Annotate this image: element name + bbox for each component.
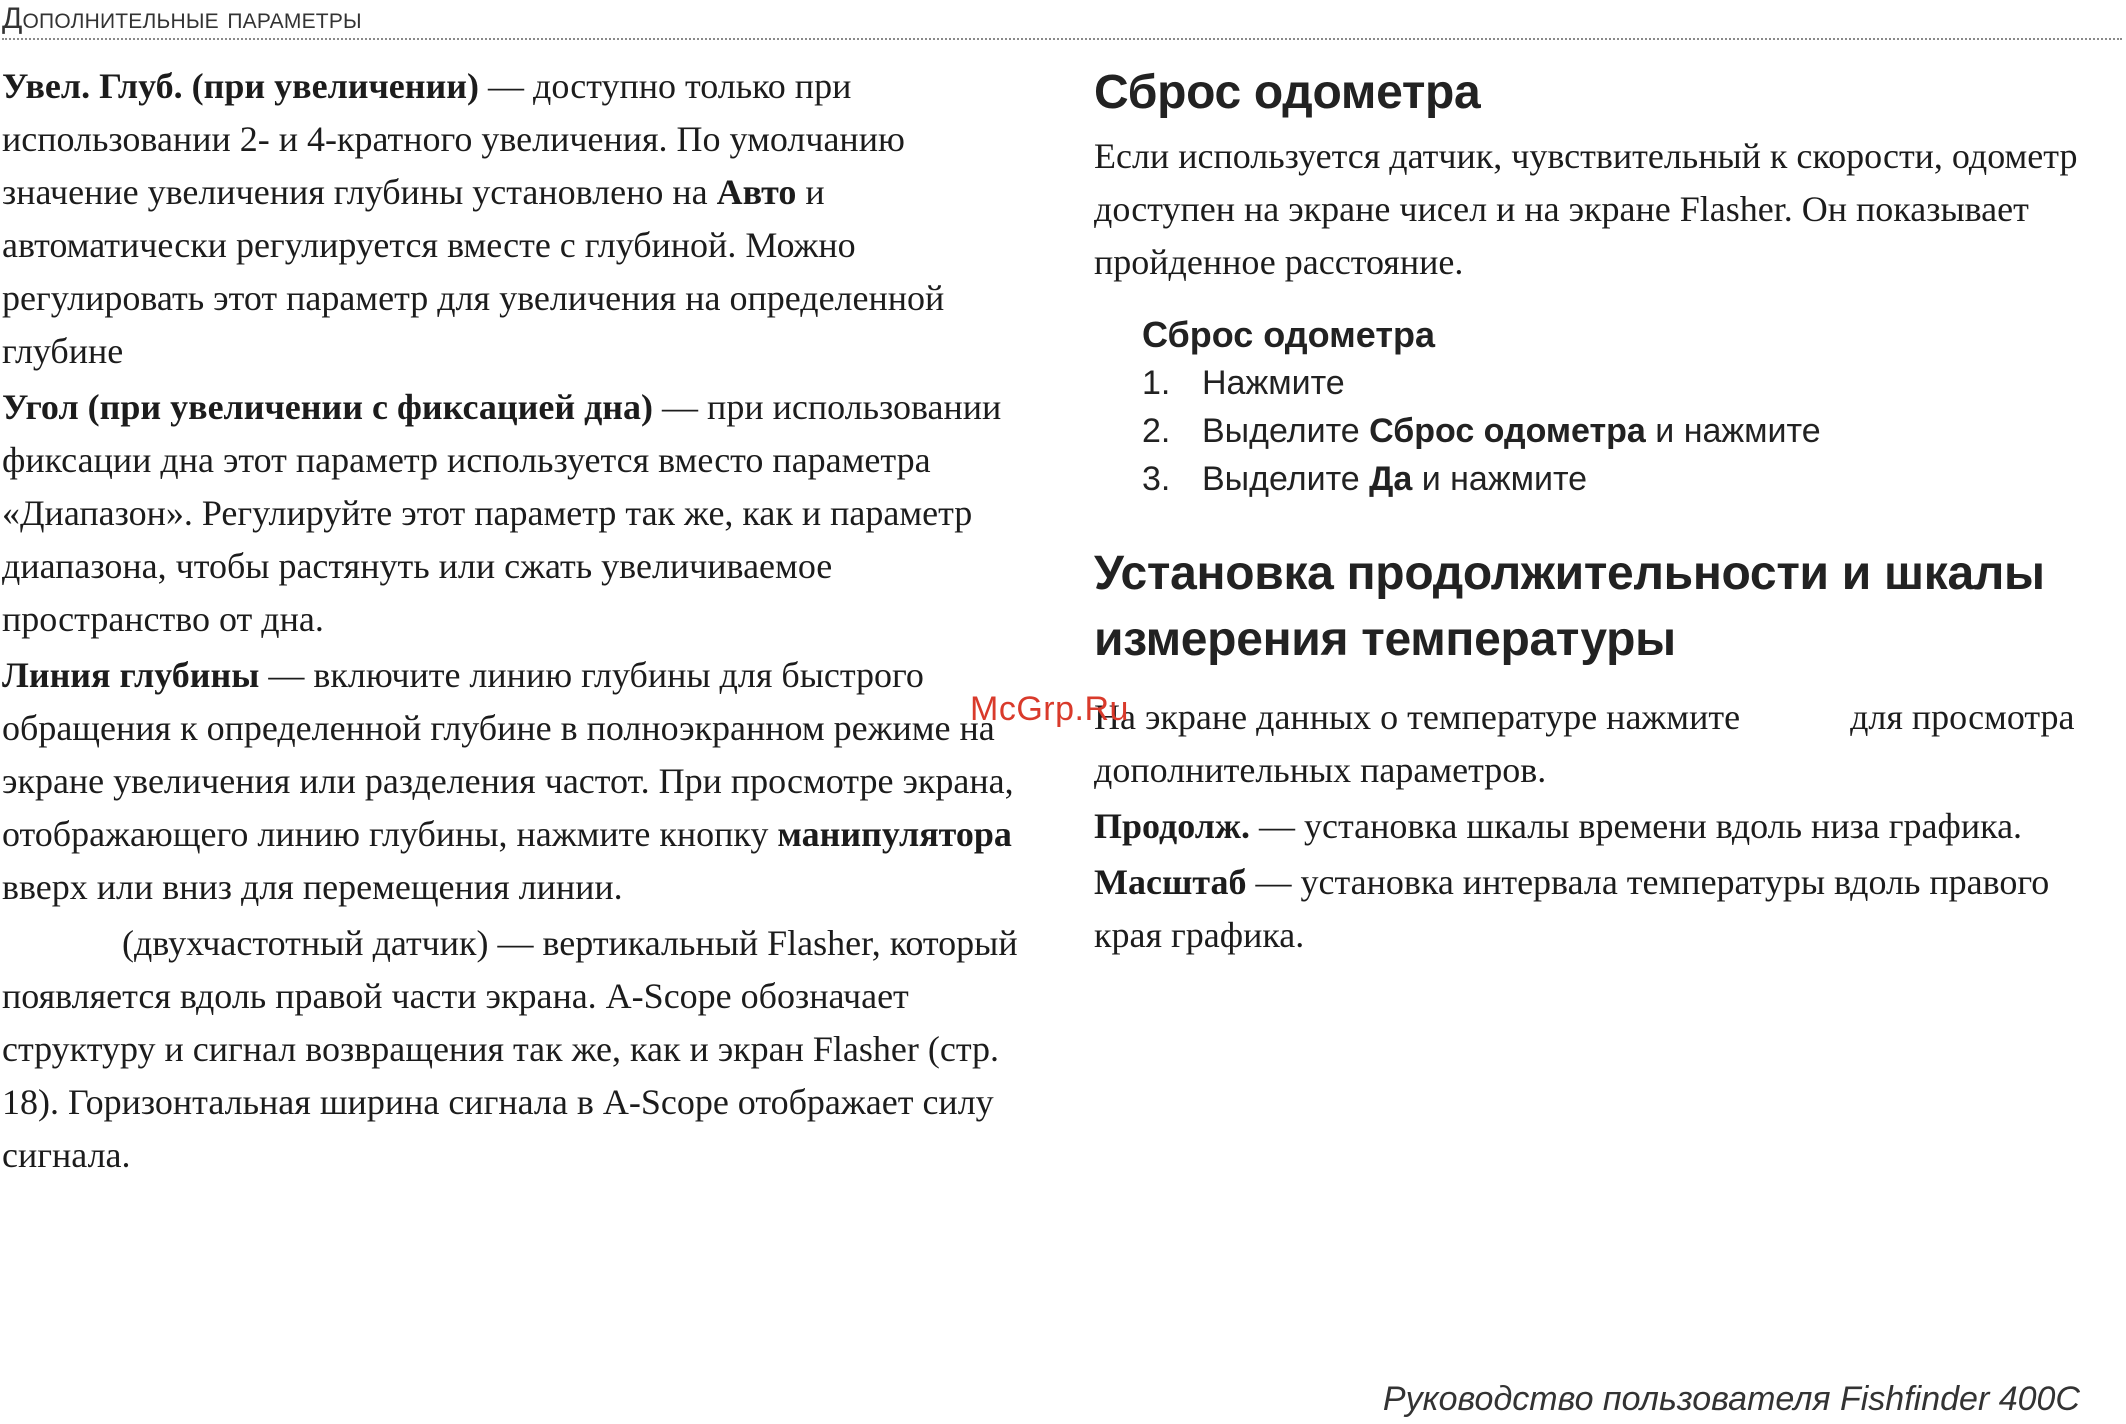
left-column <box>2 60 1038 1185</box>
section-heading-odometer: Сброс одометра <box>1094 66 1481 119</box>
procedure-reset-odometer <box>1142 311 2124 503</box>
watermark: McGrp.Ru <box>970 690 1129 728</box>
header-title: Дополнительные параметры <box>2 2 362 35</box>
term-angle: Угол (при увеличении с фиксацией дна) <box>2 387 654 427</box>
procedure-title: Сброс одометра <box>1142 314 1435 355</box>
page-footer: Руководство пользователя Fishfinder 400C <box>1382 1380 2080 1418</box>
paragraph-depth-line: Линия глубины — включите линию глубины для быстрого обращения к определенной глубине в полноэкранном режиме на экране увеличения или разделения частот. При просмотре экрана, отображающего линию глубины, нажмите кнопку манипулятора вверх или вниз для перемещения линии. <box>2 655 1014 907</box>
term-depth-line: Линия глубины <box>2 655 260 695</box>
procedure-steps <box>1142 359 2124 503</box>
paragraph-a-scope: (двухчастотный датчик) — вертикальный Flasher, который появляется вдоль правой части экрана. A-Scope обозначает структуру и сигнал возвращения так же, как и экран Flasher (стр. 18). Горизонтальная ширина сигнала в A-Scope отображает силу сигнала. <box>2 923 1018 1175</box>
list-item: 1. Нажмите <box>1142 364 1345 402</box>
paragraph-zoom-depth: Увел. Глуб. (при увеличении) — доступно только при использовании 2- и 4-кратного увеличения. По умолчанию значение увеличения глубины установлено на Авто и автоматически регулируется вместе с глубиной. Можно регулировать этот параметр для увеличения на определенной глубине <box>2 66 945 371</box>
temperature-item-duration: Продолж. — установка шкалы времени вдоль низа графика. <box>1094 806 2023 846</box>
list-item: 2. Выделите Сброс одометра и нажмите <box>1142 412 1821 450</box>
right-column <box>1094 60 2124 962</box>
temperature-item-scale: Масштаб — установка интервала температуры вдоль правого края графика. <box>1094 862 2050 955</box>
list-item: 3. Выделите Да и нажмите <box>1142 460 1588 498</box>
section-heading-temperature: Установка продолжительности и шкалы измерения температуры <box>1094 547 2045 666</box>
term-zoom-depth: Увел. Глуб. (при увеличении) <box>2 66 479 106</box>
paragraph-angle: Угол (при увеличении с фиксацией дна) — при использовании фиксации дна этот параметр используется вместо параметра «Диапазон». Регулируйте этот параметр так же, как и параметр диапазона, чтобы растянуть или сжать увеличиваемое пространство от дна. <box>2 387 1002 639</box>
page-header <box>2 0 2122 40</box>
odometer-description: Если используется датчик, чувствительный к скорости, одометр доступен на экране чисел и на экране Flasher. Он показывает пройденное расстояние. <box>1094 136 2078 282</box>
temperature-intro: На экране данных о температуре нажмите для просмотра дополнительных параметров. <box>1094 697 2075 790</box>
